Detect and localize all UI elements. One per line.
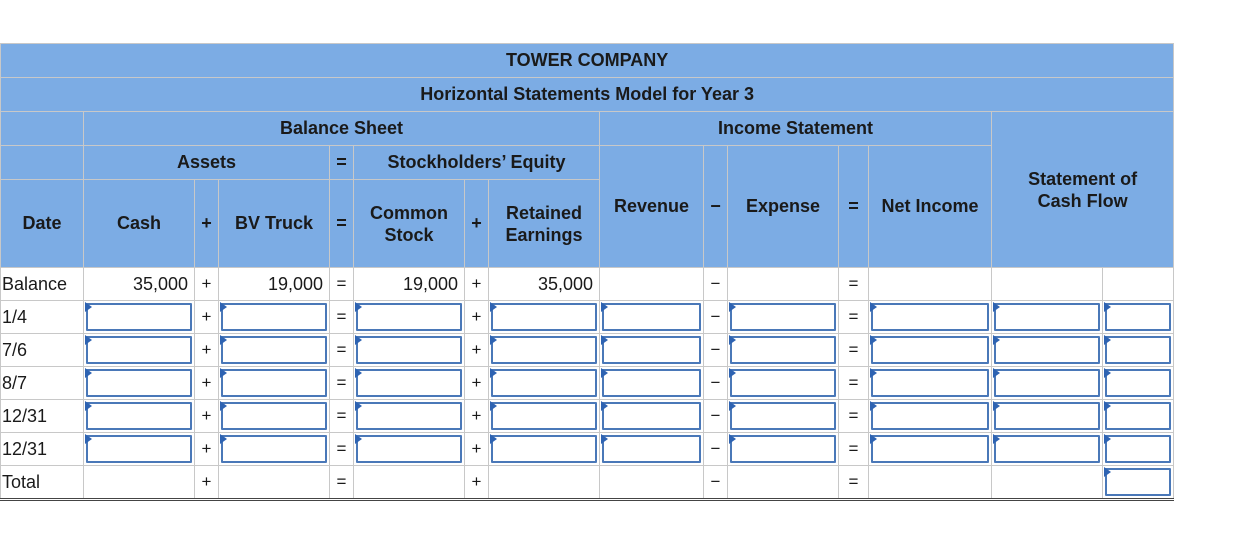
bv-truck-cell-input[interactable]	[221, 402, 327, 430]
equals-sign: =	[330, 334, 354, 367]
cash-flow-amount-cell[interactable]	[1103, 433, 1174, 466]
company-title: TOWER COMPANY	[1, 44, 1174, 78]
equals-sign: =	[839, 268, 869, 301]
expense-cell-input[interactable]	[730, 435, 836, 463]
bv-truck-cell[interactable]	[219, 466, 330, 500]
dropdown-flag-icon[interactable]	[220, 335, 227, 345]
horizontal-statements-model	[0, 43, 1174, 501]
net-income-cell-input[interactable]	[871, 303, 989, 331]
dropdown-flag-icon[interactable]	[601, 434, 608, 444]
cash-cell-input[interactable]	[86, 336, 192, 364]
bv-truck-cell-input[interactable]	[221, 336, 327, 364]
dropdown-flag-icon[interactable]	[85, 335, 92, 345]
income-statement-header: Income Statement	[600, 112, 992, 146]
cash-flow-amount-cell[interactable]	[1103, 466, 1174, 500]
cash-flow-amount-cell-input[interactable]	[1105, 468, 1171, 496]
cash-flow-activity-cell[interactable]	[992, 400, 1103, 433]
cash-flow-header: Statement of Cash Flow	[992, 112, 1174, 268]
bv-truck-cell[interactable]	[219, 433, 330, 466]
table-row	[1, 466, 1174, 500]
dropdown-flag-icon[interactable]	[993, 368, 1000, 378]
expense-cell-input[interactable]	[730, 336, 836, 364]
equals-sign: =	[330, 433, 354, 466]
common-stock-cell[interactable]	[354, 466, 465, 500]
dropdown-flag-icon[interactable]	[85, 434, 92, 444]
cash-flow-amount-cell-input[interactable]	[1105, 402, 1171, 430]
table-row	[1, 334, 1174, 367]
minus-header: −	[704, 146, 728, 268]
cash-flow-amount-cell-input[interactable]	[1105, 336, 1171, 364]
cash-flow-activity-cell-input[interactable]	[994, 303, 1100, 331]
minus-sign: −	[704, 466, 728, 500]
dropdown-flag-icon[interactable]	[490, 434, 497, 444]
revenue-cell-input[interactable]	[602, 336, 701, 364]
plus-sign: +	[195, 466, 219, 500]
cash-flow-activity-cell-input[interactable]	[994, 369, 1100, 397]
cash-header: Cash	[84, 180, 195, 268]
dropdown-flag-icon[interactable]	[85, 368, 92, 378]
common-stock-cell[interactable]	[354, 367, 465, 400]
common-stock-cell-input[interactable]	[356, 369, 462, 397]
cash-cell[interactable]	[84, 400, 195, 433]
common-stock-cell-input[interactable]	[356, 336, 462, 364]
revenue-cell[interactable]	[600, 301, 704, 334]
revenue-cell[interactable]	[600, 400, 704, 433]
expense-cell-input[interactable]	[730, 303, 836, 331]
dropdown-flag-icon[interactable]	[220, 302, 227, 312]
dropdown-flag-icon[interactable]	[870, 368, 877, 378]
expense-cell[interactable]	[728, 433, 839, 466]
minus-sign: −	[704, 433, 728, 466]
model-subtitle: Horizontal Statements Model for Year 3	[1, 78, 1174, 112]
cash-cell[interactable]	[84, 367, 195, 400]
common-stock-cell[interactable]	[354, 400, 465, 433]
expense-cell[interactable]	[728, 466, 839, 500]
common-stock-cell[interactable]	[354, 301, 465, 334]
equals-sign: =	[839, 301, 869, 334]
minus-sign: −	[704, 334, 728, 367]
cash-cell: 35,000	[84, 268, 195, 301]
dropdown-flag-icon[interactable]	[601, 335, 608, 345]
dropdown-flag-icon[interactable]	[601, 302, 608, 312]
dropdown-flag-icon[interactable]	[993, 434, 1000, 444]
common-stock-cell[interactable]	[354, 334, 465, 367]
minus-sign: −	[704, 301, 728, 334]
dropdown-flag-icon[interactable]	[870, 434, 877, 444]
cash-flow-amount-cell[interactable]	[1103, 301, 1174, 334]
plus-sign: +	[195, 268, 219, 301]
expense-cell[interactable]	[728, 334, 839, 367]
equals-sign: =	[839, 433, 869, 466]
dropdown-flag-icon[interactable]	[601, 401, 608, 411]
expense-cell[interactable]	[728, 367, 839, 400]
net-income-cell-input[interactable]	[871, 369, 989, 397]
retained-earnings-header: Retained Earnings	[489, 180, 600, 268]
retained-earnings-cell[interactable]	[489, 301, 600, 334]
balance-sheet-header: Balance Sheet	[84, 112, 600, 146]
dropdown-flag-icon[interactable]	[1104, 302, 1111, 312]
revenue-cell-input[interactable]	[602, 435, 701, 463]
dropdown-flag-icon[interactable]	[220, 434, 227, 444]
bv-truck-cell-input[interactable]	[221, 435, 327, 463]
cash-cell-input[interactable]	[86, 369, 192, 397]
common-stock-cell-input[interactable]	[356, 303, 462, 331]
retained-earnings-cell[interactable]	[489, 334, 600, 367]
bv-truck-cell[interactable]	[219, 400, 330, 433]
dropdown-flag-icon[interactable]	[490, 335, 497, 345]
plus-header: +	[195, 180, 219, 268]
table-row	[1, 367, 1174, 400]
retained-earnings-cell[interactable]	[489, 400, 600, 433]
dropdown-flag-icon[interactable]	[490, 302, 497, 312]
dropdown-flag-icon[interactable]	[729, 434, 736, 444]
table-row	[1, 433, 1174, 466]
dropdown-flag-icon[interactable]	[993, 335, 1000, 345]
net-income-cell[interactable]	[869, 433, 992, 466]
stockholders-equity-header: Stockholders’ Equity	[354, 146, 600, 180]
retained-earnings-cell[interactable]	[489, 367, 600, 400]
cash-flow-amount-cell[interactable]	[1103, 367, 1174, 400]
expense-cell[interactable]	[728, 400, 839, 433]
cash-cell[interactable]	[84, 301, 195, 334]
expense-header: Expense	[728, 146, 839, 268]
cash-flow-amount-cell	[1103, 268, 1174, 301]
dropdown-flag-icon[interactable]	[355, 335, 362, 345]
plus-sign: +	[465, 334, 489, 367]
minus-sign: −	[704, 268, 728, 301]
dropdown-flag-icon[interactable]	[85, 401, 92, 411]
expense-cell[interactable]	[728, 301, 839, 334]
row-date: 12/31	[1, 400, 84, 433]
plus-sign: +	[465, 466, 489, 500]
revenue-cell[interactable]	[600, 367, 704, 400]
revenue-header: Revenue	[600, 146, 704, 268]
minus-sign: −	[704, 400, 728, 433]
dropdown-flag-icon[interactable]	[870, 302, 877, 312]
plus-sign: +	[195, 400, 219, 433]
cash-cell-input[interactable]	[86, 435, 192, 463]
revenue-cell-input[interactable]	[602, 402, 701, 430]
bv-truck-cell[interactable]	[219, 367, 330, 400]
retained-earnings-cell-input[interactable]	[491, 336, 597, 364]
dropdown-flag-icon[interactable]	[490, 401, 497, 411]
cash-flow-amount-cell[interactable]	[1103, 334, 1174, 367]
table-row	[1, 301, 1174, 334]
dropdown-flag-icon[interactable]	[870, 335, 877, 345]
net-income-cell-input[interactable]	[871, 435, 989, 463]
dropdown-flag-icon[interactable]	[220, 401, 227, 411]
cash-cell[interactable]	[84, 466, 195, 500]
common-stock-header: Common Stock	[354, 180, 465, 268]
minus-sign: −	[704, 367, 728, 400]
retained-earnings-cell: 35,000	[489, 268, 600, 301]
net-income-cell[interactable]	[869, 400, 992, 433]
dropdown-flag-icon[interactable]	[729, 302, 736, 312]
revenue-cell	[600, 268, 704, 301]
bv-truck-cell[interactable]	[219, 334, 330, 367]
net-income-cell[interactable]	[869, 334, 992, 367]
equals-sign: =	[330, 466, 354, 500]
bv-truck-header: BV Truck	[219, 180, 330, 268]
net-income-header: Net Income	[869, 146, 992, 268]
date-header-spacer-2	[1, 146, 84, 180]
table-row	[1, 268, 1174, 301]
row-date: 8/7	[1, 367, 84, 400]
dropdown-flag-icon[interactable]	[355, 434, 362, 444]
cash-flow-activity-cell-input[interactable]	[994, 402, 1100, 430]
equals-sign: =	[839, 400, 869, 433]
cash-flow-activity-cell	[992, 268, 1103, 301]
equals-sign: =	[330, 301, 354, 334]
dropdown-flag-icon[interactable]	[490, 368, 497, 378]
date-header: Date	[1, 180, 84, 268]
dropdown-flag-icon[interactable]	[1104, 368, 1111, 378]
revenue-cell[interactable]	[600, 466, 704, 500]
plus-header-2: +	[465, 180, 489, 268]
table-row	[1, 400, 1174, 433]
retained-earnings-cell[interactable]	[489, 466, 600, 500]
net-income-cell[interactable]	[869, 466, 992, 500]
equals-sign: =	[330, 400, 354, 433]
dropdown-flag-icon[interactable]	[601, 368, 608, 378]
cash-cell[interactable]	[84, 334, 195, 367]
equals-sign: =	[330, 367, 354, 400]
net-income-cell-input[interactable]	[871, 402, 989, 430]
dropdown-flag-icon[interactable]	[870, 401, 877, 411]
cash-flow-activity-cell[interactable]	[992, 367, 1103, 400]
net-income-cell	[869, 268, 992, 301]
row-date: Balance	[1, 268, 84, 301]
expense-cell-input[interactable]	[730, 369, 836, 397]
cash-flow-amount-cell-input[interactable]	[1105, 435, 1171, 463]
cash-flow-amount-cell-input[interactable]	[1105, 369, 1171, 397]
plus-sign: +	[195, 367, 219, 400]
cash-cell-input[interactable]	[86, 303, 192, 331]
common-stock-cell-input[interactable]	[356, 435, 462, 463]
expense-cell-input[interactable]	[730, 402, 836, 430]
plus-sign: +	[465, 301, 489, 334]
date-header-spacer	[1, 112, 84, 146]
dropdown-flag-icon[interactable]	[1104, 467, 1111, 477]
assets-header: Assets	[84, 146, 330, 180]
assets-equals-sign: =	[330, 146, 354, 180]
equals-sign: =	[839, 466, 869, 500]
dropdown-flag-icon[interactable]	[1104, 401, 1111, 411]
retained-earnings-cell-input[interactable]	[491, 435, 597, 463]
cash-cell-input[interactable]	[86, 402, 192, 430]
dropdown-flag-icon[interactable]	[355, 401, 362, 411]
cash-flow-activity-cell[interactable]	[992, 466, 1103, 500]
common-stock-cell-input[interactable]	[356, 402, 462, 430]
plus-sign: +	[465, 367, 489, 400]
revenue-cell[interactable]	[600, 334, 704, 367]
cash-flow-amount-cell-input[interactable]	[1105, 303, 1171, 331]
cash-flow-activity-cell[interactable]	[992, 301, 1103, 334]
plus-sign: +	[195, 301, 219, 334]
bv-truck-cell[interactable]	[219, 301, 330, 334]
cash-flow-activity-cell-input[interactable]	[994, 336, 1100, 364]
net-income-cell[interactable]	[869, 367, 992, 400]
cash-flow-amount-cell[interactable]	[1103, 400, 1174, 433]
net-income-cell-input[interactable]	[871, 336, 989, 364]
bv-truck-cell-input[interactable]	[221, 369, 327, 397]
bv-truck-cell: 19,000	[219, 268, 330, 301]
cash-flow-activity-cell-input[interactable]	[994, 435, 1100, 463]
equals-sign: =	[330, 268, 354, 301]
dropdown-flag-icon[interactable]	[85, 302, 92, 312]
plus-sign: +	[465, 433, 489, 466]
dropdown-flag-icon[interactable]	[729, 368, 736, 378]
plus-sign: +	[195, 334, 219, 367]
plus-sign: +	[465, 400, 489, 433]
cash-cell[interactable]	[84, 433, 195, 466]
revenue-cell[interactable]	[600, 433, 704, 466]
dropdown-flag-icon[interactable]	[729, 401, 736, 411]
row-date: 12/31	[1, 433, 84, 466]
retained-earnings-cell-input[interactable]	[491, 369, 597, 397]
dropdown-flag-icon[interactable]	[1104, 335, 1111, 345]
dropdown-flag-icon[interactable]	[993, 401, 1000, 411]
net-income-cell[interactable]	[869, 301, 992, 334]
common-stock-cell[interactable]	[354, 433, 465, 466]
dropdown-flag-icon[interactable]	[355, 368, 362, 378]
retained-earnings-cell-input[interactable]	[491, 303, 597, 331]
cash-flow-activity-cell[interactable]	[992, 433, 1103, 466]
expense-cell	[728, 268, 839, 301]
dropdown-flag-icon[interactable]	[355, 302, 362, 312]
row-date: 1/4	[1, 301, 84, 334]
equals-header-income: =	[839, 146, 869, 268]
row-date: Total	[1, 466, 84, 500]
revenue-cell-input[interactable]	[602, 303, 701, 331]
dropdown-flag-icon[interactable]	[1104, 434, 1111, 444]
dropdown-flag-icon[interactable]	[220, 368, 227, 378]
common-stock-cell: 19,000	[354, 268, 465, 301]
revenue-cell-input[interactable]	[602, 369, 701, 397]
retained-earnings-cell[interactable]	[489, 433, 600, 466]
retained-earnings-cell-input[interactable]	[491, 402, 597, 430]
row-date: 7/6	[1, 334, 84, 367]
bv-truck-cell-input[interactable]	[221, 303, 327, 331]
cash-flow-activity-cell[interactable]	[992, 334, 1103, 367]
equals-sign: =	[839, 334, 869, 367]
dropdown-flag-icon[interactable]	[729, 335, 736, 345]
plus-sign: +	[195, 433, 219, 466]
plus-sign: +	[465, 268, 489, 301]
equals-header: =	[330, 180, 354, 268]
dropdown-flag-icon[interactable]	[993, 302, 1000, 312]
equals-sign: =	[839, 367, 869, 400]
